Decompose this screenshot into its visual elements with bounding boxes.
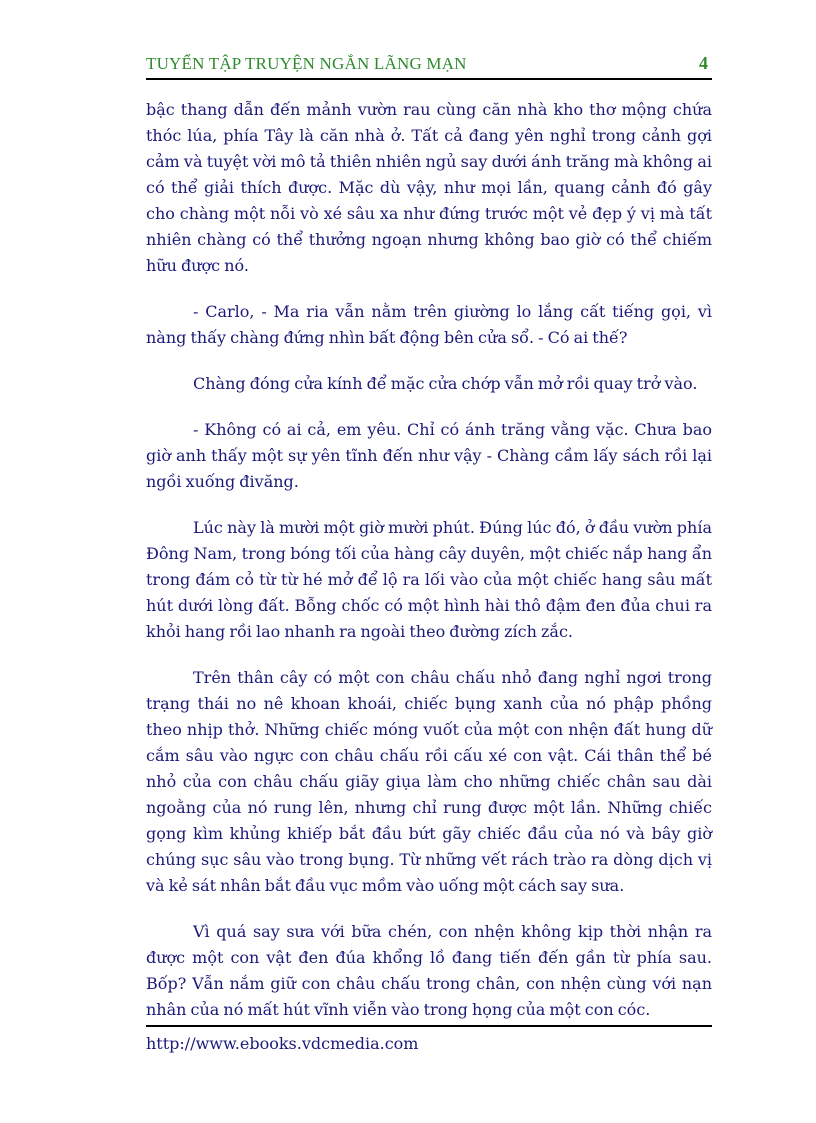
page-number: 4 [699,53,708,73]
paragraph-time: Lúc này là mười một giờ mười phút. Đúng lúc đó, ở đầu vườn phía Đông Nam, trong bóng tối của hàng cây duyên, một chiếc nắp hang ẩn trong đám cỏ từ từ hé mở để lộ ra lối vào của một chiếc hang sâu mất hút dưới lòng đất. Bỗng chốc có một hình hài thô đậm đen đủa chui ra khỏi hang rồi lao nhanh ra ngoài theo đường zích zắc. [146,518,712,641]
footer-divider [146,1025,712,1027]
paragraph-dialogue-maria: - Carlo, - Ma ria vẫn nằm trên giường lo lắng cất tiếng gọi, vì nàng thấy chàng đứng nhìn bất động bên cửa sổ. - Có ai thế? [146,302,712,347]
paragraph-continuation: bậc thang dẫn đến mảnh vườn rau cùng căn nhà kho thơ mộng chứa thóc lúa, phía Tây là căn nhà ở. Tất cả đang yên nghỉ trong cảnh gợi cảm và tuyệt vời mô tả thiên nhiên ngủ say dưới ánh trăng mà không ai có thể giải thích được. Mặc dù vậy, như mọi lần, quang cảnh đó gây cho chàng một nỗi vò xé sâu xa như đứng trước một vẻ đẹp ý vị mà tất nhiên chàng có thể thưởng ngoạn nhưng không bao giờ có thể chiếm hữu được nó. [146,100,712,275]
footer-link[interactable]: http://www.ebooks.vdcmedia.com [146,1034,419,1053]
page-header [146,52,712,80]
paragraph-closing-window: Chàng đóng cửa kính để mặc cửa chớp vẫn mở rồi quay trở vào. [193,374,698,393]
book-title: TUYỂN TẬP TRUYỆN NGẮN LÃNG MẠN [146,54,467,73]
story-body [146,97,712,1043]
paragraph-grasshopper: Trên thân cây có một con châu chấu nhỏ đang nghỉ ngơi trong trạng thái no nê khoan khoái, chiếc bụng xanh của nó phập phồng theo nhịp thở. Những chiếc móng vuốt của một con nhện đất hung dữ cắm sâu vào ngực con châu chấu rồi cấu xé con vật. Cái thân thể bé nhỏ của con châu chấu giãy giụa làm cho những chiếc chân sau dài ngoằng của nó rung lên, nhưng chỉ rung được một lần. Những chiếc gọng kìm khủng khiếp bắt đầu bứt gãy chiếc đầu của nó và bây giờ chúng sục sâu vào trong bụng. Từ những vết rách trào ra dòng dịch vị và kẻ sát nhân bắt đầu vục mồm vào uống một cách say sưa. [146,668,712,895]
paragraph-toad: Vì quá say sưa với bữa chén, con nhện không kịp thời nhận ra được một con vật đen đúa khổng lồ đang tiến đến gần từ phía sau. Bốp? Vẫn nắm giữ con châu chấu trong chân, con nhện cùng với nạn nhân của nó mất hút vĩnh viễn vào trong họng của một con cóc. [146,922,712,1019]
paragraph-dialogue-carlo: - Không có ai cả, em yêu. Chỉ có ánh trăng vằng vặc. Chưa bao giờ anh thấy một sự yên tĩnh đến như vậy - Chàng cầm lấy sách rồi lại ngồi xuống đivăng. [146,420,712,491]
